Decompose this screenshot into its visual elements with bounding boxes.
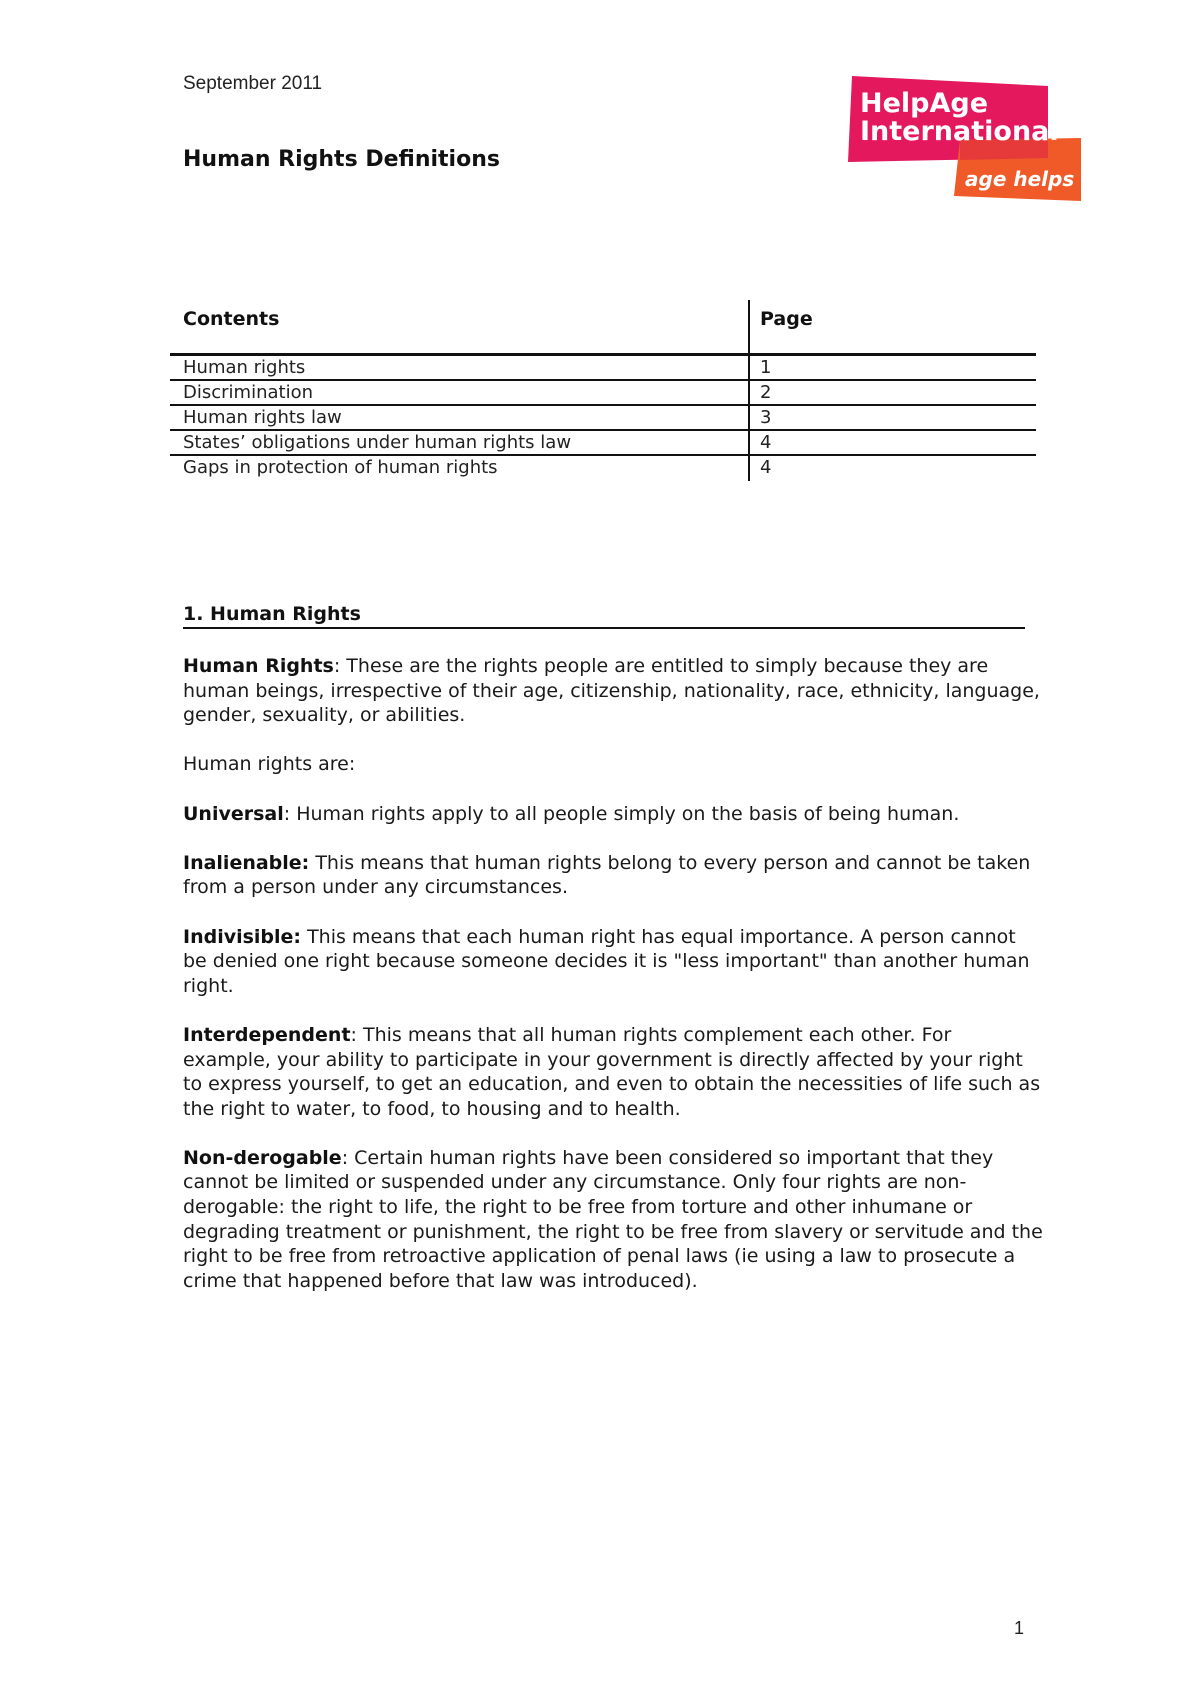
definition-term: Human Rights bbox=[183, 655, 334, 677]
page-header-label: Page bbox=[760, 308, 813, 330]
definition-text: : These are the rights people are entitled to simply because they are human beings, irrespective of their age, citizenship, nationality, race, ethnicity, language, gender, sexuality, or abilities. bbox=[183, 655, 1040, 727]
definition-text: : Certain human rights have been considered so important that they cannot be limited or suspended under any circumstance. Only four rights are non-derogable: the right to life, the right to be free from torture and other inhumane or degrading treatment or punishment, the right to be free from slavery or servitude and the right to be free from retroactive application of penal laws (ie using a law to prosecute a crime that happened before that law was introduced). bbox=[183, 1146, 1043, 1292]
lead-paragraph: Human rights are: bbox=[183, 753, 356, 776]
page-number: 1 bbox=[1014, 1618, 1025, 1638]
definition-text: : This means that all human rights complement each other. For example, your ability to participate in your government is directly affected by your right to express yourself, to get an education, and even to obtain the necessities of life such as the right to water, to food, to housing and to health. bbox=[183, 1023, 1041, 1120]
document-title: Human Rights Definitions bbox=[183, 147, 500, 172]
contents-row-label: Gaps in protection of human rights bbox=[183, 457, 498, 478]
contents-table-header bbox=[170, 300, 1036, 353]
contents-row-label: States’ obligations under human rights law bbox=[183, 432, 572, 453]
contents-row-label: Discrimination bbox=[183, 382, 313, 403]
definition-paragraph bbox=[183, 1146, 1043, 1294]
definition-text: This means that human rights belong to every person and cannot be taken from a person under any circumstances. bbox=[183, 851, 1031, 899]
logo-tagline: age helps bbox=[965, 167, 1075, 191]
contents-row bbox=[170, 381, 1036, 406]
contents-row-label: Human rights law bbox=[183, 407, 342, 428]
contents-row-page: 2 bbox=[760, 382, 772, 403]
definition-term: Inalienable: bbox=[183, 851, 310, 874]
definition-term: Interdependent bbox=[183, 1023, 351, 1046]
section-heading: 1. Human Rights bbox=[183, 603, 1025, 629]
definition-term: Non-derogable bbox=[183, 1146, 342, 1169]
definition-paragraph bbox=[183, 925, 1043, 999]
definition-term: Universal bbox=[183, 802, 284, 825]
contents-row-page: 4 bbox=[760, 432, 772, 453]
definition-paragraph bbox=[183, 1023, 1043, 1121]
contents-row bbox=[170, 431, 1036, 456]
definition-term: Indivisible: bbox=[183, 925, 302, 948]
logo-line2: International bbox=[860, 116, 1059, 147]
helpage-international-logo bbox=[848, 74, 1083, 205]
contents-row-page: 4 bbox=[760, 457, 772, 478]
document-date: September 2011 bbox=[183, 73, 323, 94]
contents-row-page: 1 bbox=[760, 357, 772, 378]
contents-row bbox=[170, 356, 1036, 381]
section-body bbox=[183, 654, 1043, 1318]
contents-header-label: Contents bbox=[183, 308, 280, 330]
definition-paragraph bbox=[183, 802, 1043, 827]
contents-row bbox=[170, 456, 1036, 479]
contents-row-label: Human rights bbox=[183, 357, 306, 378]
definition-text: : Human rights apply to all people simply on the basis of being human. bbox=[283, 802, 960, 825]
definition-paragraph bbox=[183, 851, 1043, 900]
contents-row bbox=[170, 406, 1036, 431]
logo-graphic bbox=[848, 74, 1083, 205]
intro-paragraph bbox=[183, 654, 1043, 728]
contents-table bbox=[170, 300, 1036, 479]
logo-line1: HelpAge bbox=[860, 88, 989, 119]
contents-row-page: 3 bbox=[760, 407, 772, 428]
definition-text: This means that each human right has equal importance. A person cannot be denied one right because someone decides it is "less important" than another human right. bbox=[183, 925, 1030, 997]
